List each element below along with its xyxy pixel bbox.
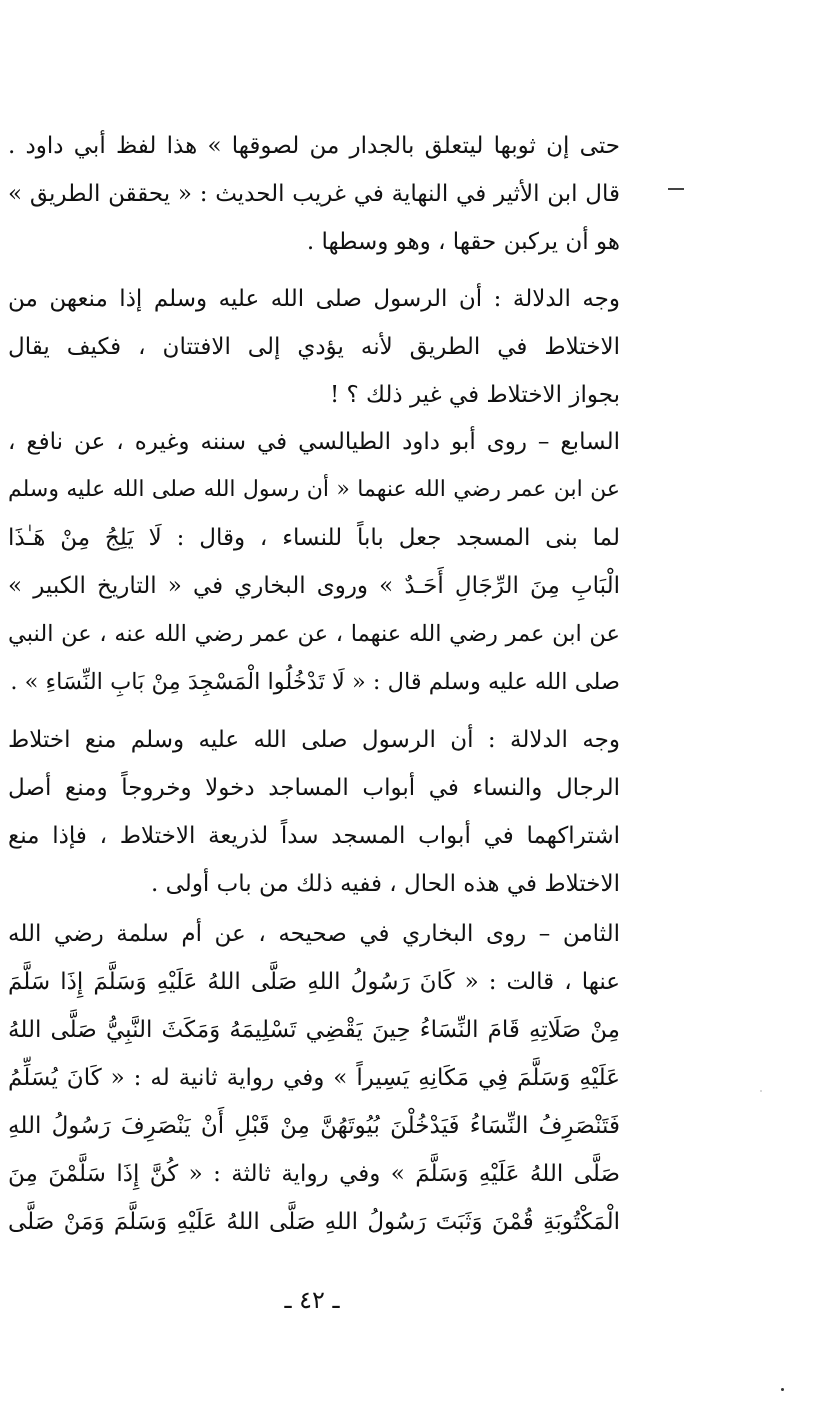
text-line: وجه الدلالة : أن الرسول صلى الله عليه وسلم منع اختلاط: [8, 727, 620, 753]
text-line: عَلَيْهِ وَسَلَّمَ فِي مَكَانِهِ يَسِيراً » وفي رواية ثانية له : « كَانَ يُسَلِّمُ: [8, 1065, 620, 1091]
text-line: الثامن – روى البخاري في صحيحه ، عن أم سلمة رضي الله: [8, 921, 620, 947]
scan-speck: [760, 1090, 762, 1092]
page-number: ـ ٤٢ ـ: [284, 1286, 340, 1314]
paragraph-seventh: [8, 418, 620, 706]
text-line: عن ابن عمر رضي الله عنهما ، عن عمر رضي الله عنه ، عن النبي: [8, 621, 620, 647]
text-line: الْمَكْتُوبَةِ قُمْنَ وَثَبَتَ رَسُولُ اللهِ صَلَّى اللهُ عَلَيْهِ وَسَلَّمَ وَمَنْ صَلَّى: [8, 1209, 620, 1235]
text-line: الرجال والنساء في أبواب المساجد دخولا وخروجاً ومنع أصل: [8, 775, 620, 801]
text-line: صلى الله عليه وسلم قال : « لَا تَدْخُلُوا الْمَسْجِدَ مِنْ بَابِ النِّسَاءِ » .: [10, 669, 620, 695]
text-line: الاختلاط في هذه الحال ، ففيه ذلك من باب أولى .: [151, 871, 620, 897]
text-line: الاختلاط في الطريق لأنه يؤدي إلى الافتتان ، فكيف يقال: [8, 334, 620, 360]
text-line: اشتراكهما في أبواب المسجد سداً لذريعة الاختلاط ، فإذا منع: [8, 823, 620, 849]
text-line: بجواز الاختلاط في غير ذلك ؟ !: [329, 382, 620, 408]
margin-mark: [668, 188, 684, 190]
text-line: عن ابن عمر رضي الله عنهما « أن رسول الله صلى الله عليه وسلم: [8, 477, 620, 502]
paragraph-eighth: [8, 910, 620, 1246]
paragraph-evidence-2: [8, 716, 620, 908]
text-line: فَتَنْصَرِفُ النِّسَاءُ فَيَدْخُلْنَ بُيُوتَهُنَّ مِنْ قَبْلِ أَنْ يَنْصَرِفَ رَسُولُ اللهِ: [8, 1113, 620, 1139]
text-line: هو أن يركبن حقها ، وهو وسطها .: [306, 229, 620, 255]
paragraph-evidence-1: [8, 275, 620, 419]
paragraph-hadith-end: [8, 122, 620, 266]
text-line: صَلَّى اللهُ عَلَيْهِ وَسَلَّمَ » وفي رواية ثالثة : « كُنَّ إِذَا سَلَّمْنَ مِنَ: [8, 1161, 620, 1187]
text-line: مِنْ صَلَاتِهِ قَامَ النِّسَاءُ حِينَ يَقْضِي تَسْلِيمَهُ وَمَكَثَ النَّبِيُّ صَلَّى اللهُ: [8, 1017, 620, 1043]
scan-speck: [781, 1388, 784, 1391]
text-line: قال ابن الأثير في النهاية في غريب الحديث : « يحققن الطريق »: [8, 181, 620, 207]
text-line: وجه الدلالة : أن الرسول صلى الله عليه وسلم إذا منعهن من: [8, 286, 620, 312]
text-line: الْبَابِ مِنَ الرِّجَالِ أَحَـدٌ » وروى البخاري في « التاريخ الكبير »: [8, 573, 620, 599]
text-line: السابع – روى أبو داود الطيالسي في سننه وغيره ، عن نافع ،: [8, 429, 620, 455]
text-line: عنها ، قالت : « كَانَ رَسُولُ اللهِ صَلَّى اللهُ عَلَيْهِ وَسَلَّمَ إِذَا سَلَّمَ: [8, 969, 620, 995]
text-line: لما بنى المسجد جعل باباً للنساء ، وقال : لَا يَلِجُ مِنْ هَـٰذَا: [8, 525, 620, 551]
text-line: حتى إن ثوبها ليتعلق بالجدار من لصوقها » هذا لفظ أبي داود .: [8, 133, 620, 159]
